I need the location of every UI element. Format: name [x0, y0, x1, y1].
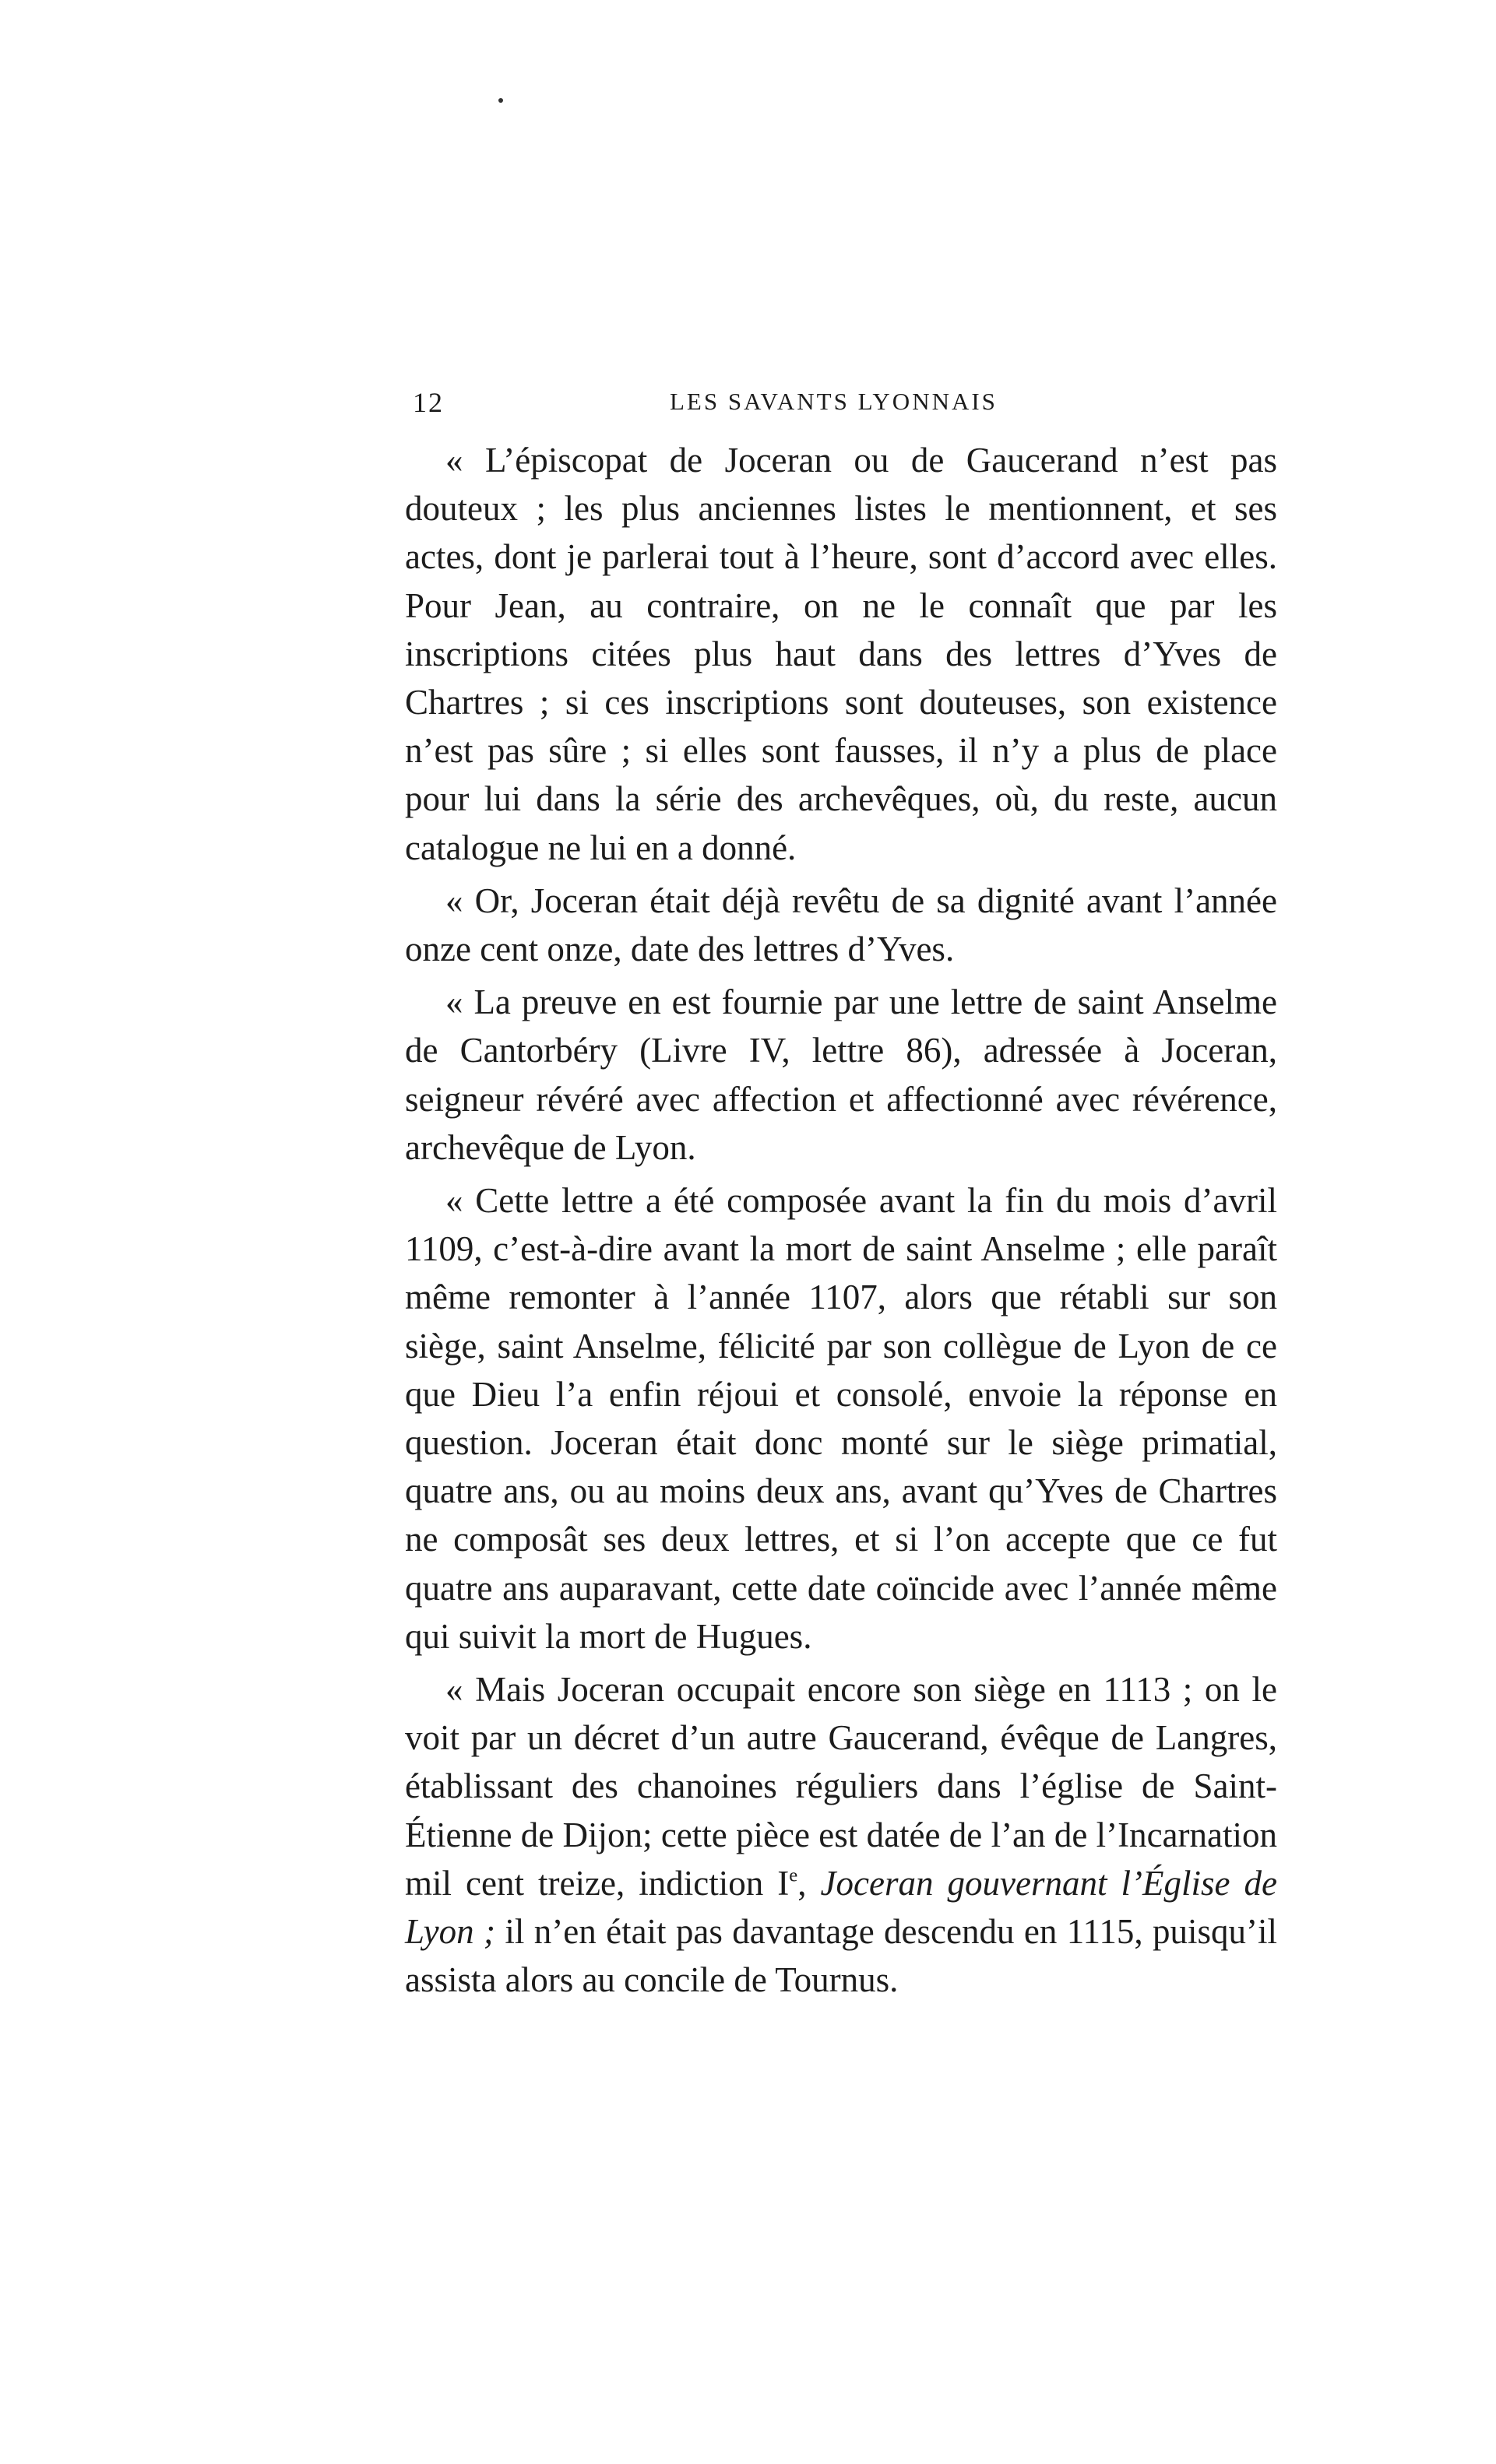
italic-quotation: Joceran gouvernant l’Église de Lyon ;: [405, 1863, 1277, 1952]
paragraph-5: [405, 1665, 1277, 2004]
paragraph-4: « Cette lettre a été composée avant la fin du mois d’avril 1109, c’est-à-dire avant la mort de saint Anselme ; elle paraît même remonter à l’année 1107, alors que rétabli sur son siège, saint Anselme, félicité par son collègue de Lyon de ce que Dieu l’a enfin réjoui et consolé, envoie la réponse en question. Joceran était donc monté sur le siège primatial, quatre ans, ou au moins deux ans, avant qu’Yves de Chartres ne composât ses deux lettres, et si l’on accepte que ce fut quatre ans auparavant, cette date coïncide avec l’année même qui suivit la mort de Hugues.: [405, 1181, 1277, 1656]
paragraph-3: « La preuve en est fournie par une lettre de saint Anselme de Cantorbéry (Livre IV, lettre 86), adressée à Joceran, seigneur révéré avec affection et affectionné avec révérence, archevêque de Lyon.: [405, 982, 1277, 1167]
running-title: LES SAVANTS LYONNAIS: [670, 388, 998, 415]
paragraph-5-text-a: « Mais Joceran occupait encore son siège en 1113 ; on le voit par un décret d’un autre Gaucerand, évêque de Langres, établissant des chanoines réguliers dans l’église de Saint-Étienne de Dijon; cette pièce est datée de l’an de l’Incarnation mil cent treize, indiction I: [405, 1670, 1277, 1903]
paragraph-5-text-b: il n’en était pas davantage descendu en 1115, puisqu’il assista alors au concile de Tournus.: [405, 1912, 1277, 2000]
body-text: [405, 436, 1277, 2005]
page-header: [413, 386, 1285, 425]
page-number: 12: [413, 387, 444, 418]
paragraph-2: « Or, Joceran était déjà revêtu de sa dignité avant l’année onze cent onze, date des lettres d’Yves.: [405, 881, 1277, 969]
paragraph-5-punct: ,: [797, 1863, 821, 1903]
ordinal-superscript: e: [789, 1865, 798, 1886]
ink-speck: [498, 98, 503, 103]
paragraph-1: « L’épiscopat de Joceran ou de Gaucerand n’est pas douteux ; les plus anciennes listes le mentionnent, et ses actes, dont je parlerai tout à l’heure, sont d’accord avec elles. Pour Jean, au contraire, on ne le connaît que par les inscriptions citées plus haut dans des lettres d’Yves de Chartres ; si ces inscriptions sont douteuses, son existence n’est pas sûre ; si elles sont fausses, il n’y a plus de place pour lui dans la série des archevêques, où, du reste, aucun catalogue ne lui en a donné.: [405, 441, 1277, 867]
